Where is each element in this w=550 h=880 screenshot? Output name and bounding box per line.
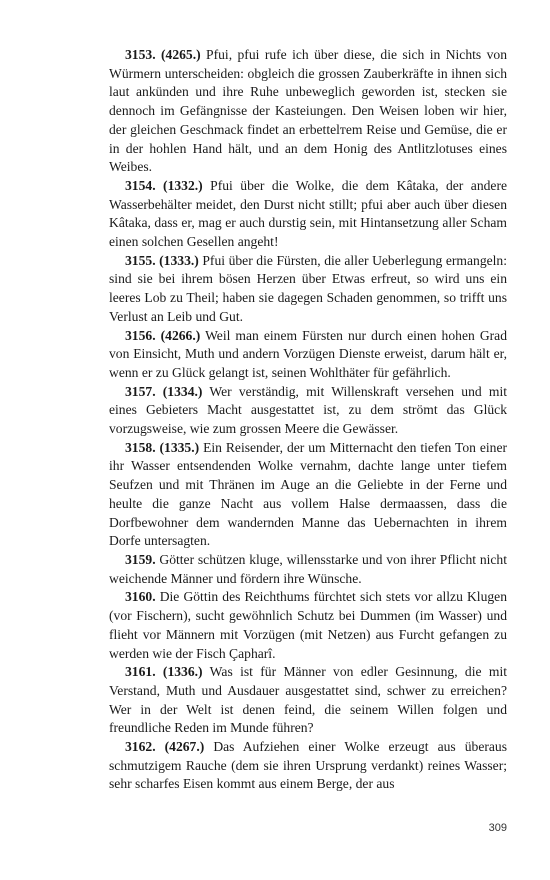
entry-text: Pfui, pfui rufe ich über diese, die sich in Nichts von Würmern unterscheiden: obgleich die grossen Zauberkräfte in ihnen sich laut ankünden und ihre Ruhe unbeweglich geworden ist, stecken sie dennoch im Gefängnisse der Kasteiungen. Den Weisen loben wir hier, der gleichen Geschmack findet an erbettelтem Reise und Gemüse, die er in der hohlen Hand hält, und an dem Honig des Antlitzlotuses eines Weibes. [109,47,507,175]
entry-number: 3158. (1335.) [125,439,200,455]
entry-3156 [109,327,507,383]
entry-3162 [109,738,507,794]
entry-text: Das Aufziehen einer Wolke erzeugt aus überaus schmutzigem Rauche (dem sie ihren Ursprung verdankt) reines Wasser; sehr scharfes Eisen kommt aus einem Berge, der aus [109,739,507,792]
entry-number: 3157. (1334.) [125,383,203,399]
entry-3155 [109,252,507,327]
entry-3159 [109,551,507,588]
entry-text: Wer verständig, mit Willenskraft versehen und mit eines Gebieters Macht ausgestattet ist, zu dem strömt das Glück vorzugsweise, wie zum grossen Meere die Gewässer. [109,383,508,437]
entry-text: Pfui über die Wolke, die dem Kâtaka, der andere Wasserbehälter meidet, den Durst nicht stillt; pfui aber auch über diesen Kâtaka, dass er, mag er auch durstig sein, mit Hintansetzung aller Scham einen solchen Gesellen angeht! [109,177,508,250]
entry-3160 [109,588,507,663]
entry-text: Götter schützen kluge, willensstarke und von ihrer Pflicht nicht weichende Männer und fördern ihre Wünsche. [109,551,508,586]
entry-number: 3159. [125,551,156,567]
entry-text: Die Göttin des Reichthums fürchtet sich stets vor allzu Klugen (vor Fischern), sucht gewöhnlich Schutz bei Dummen (im Wasser) und flieht vor Männern mit Vorzügen (mit Netzen) aus Furcht gefangen zu werden wie der Fisch Çapharî. [109,589,507,661]
entry-text: Ein Reisender, der um Mitternacht den tiefen Ton einer ihr Wasser entsendenden Wolke vernahm, dachte lange unter tiefem Seufzen und mit Thränen im Auge an die Geliebte in der Ferne und heulte die ganze Nacht aus vollem Halse dermaassen, dass die Dorfbewohner dem wandernden Manne das Uebernachten in ihrem Dorfe untersagten. [109,439,508,549]
entry-number: 3153. (4265.) [125,47,201,62]
entry-3154 [109,177,507,252]
entry-number: 3160. [125,589,156,605]
entry-number: 3162. (4267.) [125,739,205,755]
entry-3157 [109,383,507,439]
entry-3158 [109,439,507,551]
entry-number: 3156. (4266.) [125,327,201,343]
entry-number: 3154. (1332.) [125,177,203,193]
entry-3153 [109,46,507,177]
entry-text: Was ist für Männer von edler Gesinnung, die mit Verstand, Muth und Ausdauer ausgestattet sind, schwer zu erreichen? Wer in der Welt ist denen feind, die seinem Willen folgen und freundliche Reden im Munde führen? [109,664,507,736]
entry-text: Weil man einem Fürsten nur durch einen hohen Grad von Einsicht, Muth und andern Vorzügen Dienste erweist, darum hält er, wenn er zu Glück gelangt ist, seinen Wohlthäter für gefährlich. [109,327,507,380]
entry-number: 3155. (1333.) [125,252,199,268]
page-number: 309 [488,822,507,834]
page-text [109,46,507,794]
entry-3161 [109,663,507,738]
entry-number: 3161. (1336.) [125,664,203,680]
entry-text: Pfui über die Fürsten, die aller Ueberlegung ermangeln: sind sie bei ihrem bösen Herzen über Etwas erfreut, so wird uns ein leeres Lob zu Theil; haben sie dagegen Schaden genommen, so trifft uns Verlust an Leib und Gut. [109,252,507,324]
